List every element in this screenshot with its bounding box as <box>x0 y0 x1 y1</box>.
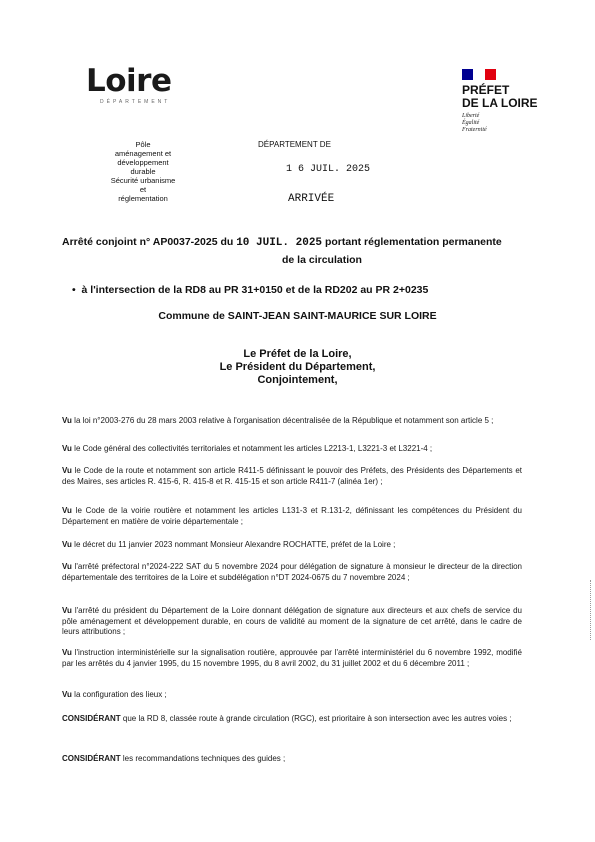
title-suffix: portant réglementation permanente <box>324 236 502 248</box>
commune-heading: Commune de SAINT-JEAN SAINT-MAURICE SUR LOIRE <box>158 310 437 322</box>
republic-motto <box>462 113 487 134</box>
pole-service-block <box>108 140 178 203</box>
motto-egalite: Égalité <box>462 120 480 126</box>
motto-fraternite: Fraternité <box>462 127 487 133</box>
pole-line: aménagement et <box>114 149 172 158</box>
visa-item: Vu le Code de la voirie routière et notamment les articles L131-3 et R.131-2, définissant les compétences du Président du Département en matière de voirie départementale ; <box>62 506 522 526</box>
title-date: 10 JUIL. 2025 <box>236 237 323 249</box>
considerant-item: CONSIDÉRANT les recommandations techniques des guides ; <box>62 754 286 763</box>
decree-title <box>62 234 562 269</box>
prefet-line1: PRÉFET <box>462 83 510 97</box>
pole-line: Sécurité urbanisme et <box>110 176 176 194</box>
pole-line: durable <box>130 167 156 176</box>
visa-item: Vu la loi n°2003-276 du 28 mars 2003 relative à l'organisation décentralisée de la République et notamment son article 5 ; <box>62 416 494 425</box>
pole-line: Pôle <box>135 140 151 149</box>
title-line2: de la circulation <box>282 254 362 266</box>
marianne-flag-icon <box>462 69 496 80</box>
visa-item: Vu l'arrêté préfectoral n°2024-222 SAT du 5 novembre 2024 pour délégation de signature à monsieur le directeur de la direction départementale des territoires de la Loire et subdélégation n°DT 2024-0675 du 7 novembre 2024 ; <box>62 562 522 582</box>
visa-item: Vu le Code de la route et notamment son article R411-5 définissant le pouvoir des Préfets, des Présidents des Départements et des Maires, ses articles R. 415-6, R. 415-8 et R. 415-15 et son article R411-7 (alinéa 1er) ; <box>62 466 522 486</box>
intersection-text: à l'intersection de la RD8 au PR 31+0150 et de la RD202 au PR 2+0235 <box>81 284 429 296</box>
title-prefix: Arrêté conjoint n° AP0037-2025 du <box>62 236 234 248</box>
pole-line: développement <box>117 158 169 167</box>
intersection-bullet <box>72 284 428 296</box>
reception-stamp-date: 1 6 JUIL. 2025 <box>286 164 371 175</box>
scan-edge-mark <box>589 580 591 640</box>
signer-prefet: Le Préfet de la Loire, <box>243 348 352 360</box>
visa-item: Vu l'arrêté du président du Département de la Loire donnant délégation de signature aux directeurs et aux chefs de service du pôle aménagement et développement durable, en cours de validité au moment de la signature de cet arrêté, dans le cadre de leurs attributions ; <box>62 606 522 636</box>
logo-subtitle: DÉPARTEMENT <box>100 99 171 105</box>
loire-department-logo: Loire <box>86 63 172 99</box>
visa-item: Vu la configuration des lieux ; <box>62 690 167 699</box>
reception-stamp-arrivee: ARRIVÉE <box>288 193 335 205</box>
signer-president: Le Président du Département, <box>219 361 376 373</box>
visa-item: Vu le Code général des collectivités territoriales et notamment les articles L2213-1, L3221-3 et L3221-4 ; <box>62 444 433 453</box>
signatories <box>0 348 595 387</box>
prefet-line2: DE LA LOIRE <box>462 96 538 110</box>
motto-liberte: Liberté <box>462 113 480 119</box>
prefet-block <box>462 84 538 110</box>
bullet-icon: • <box>72 284 82 296</box>
considerant-item: CONSIDÉRANT que la RD 8, classée route à grande circulation (RGC), est prioritaire à son intersection avec les autres voies ; <box>62 714 512 723</box>
visa-item: Vu l'instruction interministérielle sur la signalisation routière, approuvée par l'arrêté interministériel du 6 novembre 1992, modifié par les arrêtés du 4 janvier 1995, du 15 novembre 1995, du 8 avril 2002, du 31 juillet 2002 et du 6 décembre 2011 ; <box>62 648 522 668</box>
reception-stamp-department: DÉPARTEMENT DE <box>258 140 331 149</box>
signer-conjointement: Conjointement, <box>257 374 338 386</box>
visa-item: Vu le décret du 11 janvier 2023 nommant Monsieur Alexandre ROCHATTE, préfet de la Loire ; <box>62 540 396 549</box>
pole-line: réglementation <box>118 194 168 203</box>
